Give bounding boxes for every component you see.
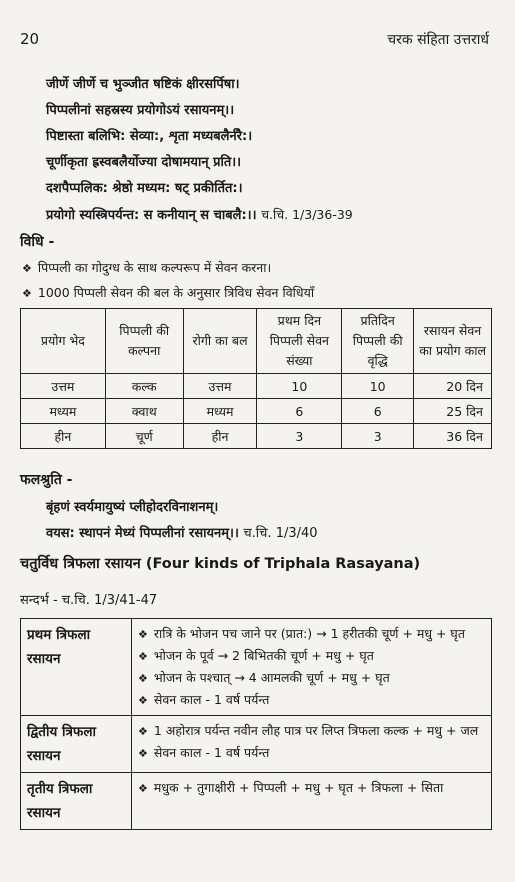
vidhi-bullet [22, 259, 271, 276]
verse-reference: च.चि. 1/3/36-39 [261, 207, 353, 222]
diamond-bullet-icon: ❖ [138, 628, 148, 641]
list-item-text: भोजन के पश्चात् → 4 आमलकी चूर्ण + मधु + घृत [153, 670, 390, 685]
table-cell: हीन [21, 424, 106, 449]
list-item [138, 623, 485, 645]
rasayana-content [132, 773, 492, 830]
list-item-text: मधुक + तुगाक्षीरी + पिप्पली + मधु + घृत + त्रिफला + सिता [153, 780, 444, 795]
column-header: प्रतिदिन पिप्पली की वृद्धि [342, 309, 414, 374]
column-header: रसायन सेवन का प्रयोग काल [414, 309, 492, 374]
diamond-bullet-icon: ❖ [138, 725, 148, 738]
table-row [21, 619, 492, 716]
table-cell: उत्तम [183, 374, 257, 399]
list-item-text: सेवन काल - 1 वर्ष पर्यन्त [153, 692, 270, 707]
pippali-dosage-table [20, 308, 492, 449]
table-header-row [21, 309, 492, 374]
list-item [138, 742, 485, 764]
list-item [138, 667, 485, 689]
verse-line: जीर्णे जीर्णे च भुञ्जीत षष्टिकं क्षीरसर्पिषा। [46, 77, 240, 92]
table-row [21, 399, 492, 424]
list-item [138, 645, 485, 667]
rasayana-label: तृतीय त्रिफला रसायन [21, 773, 132, 830]
table-cell: 36 दिन [414, 424, 492, 449]
verse-line: पिष्टास्ता बलिभि: सेव्या:, शृता मध्यबलैर्नरै:। [46, 129, 253, 144]
phalashruti-text: वयस: स्थापनं मेध्यं पिप्पलीनां रसायनम्।। [46, 526, 239, 541]
table-cell: मध्यम [183, 399, 257, 424]
vidhi-bullet [22, 284, 314, 301]
list-item-text: 1 अहोरात्र पर्यन्त नवीन लौह पात्र पर लिप्त त्रिफला कल्क + मधु + जल [153, 723, 479, 738]
rasayana-label: द्वितीय त्रिफला रसायन [21, 716, 132, 773]
verse-line: चूर्णीकृता ह्रस्वबलैर्योज्या दोषामयान् प्रति।। [46, 155, 242, 170]
diamond-bullet-icon: ❖ [138, 650, 148, 663]
column-header: प्रथम दिन पिप्पली सेवन संख्या [257, 309, 342, 374]
table-cell: 10 [342, 374, 414, 399]
diamond-bullet-icon: ❖ [138, 782, 148, 795]
running-header: चरक संहिता उत्तरार्ध [387, 32, 489, 48]
column-header: पिप्पली की कल्पना [105, 309, 183, 374]
table-cell: 25 दिन [414, 399, 492, 424]
verse-line: दशपैप्पलिक: श्रेष्ठो मध्यम: षट् प्रकीर्तित:। [46, 181, 243, 196]
table-cell: 10 [257, 374, 342, 399]
table-cell: चूर्ण [105, 424, 183, 449]
phalashruti-reference: च.चि. 1/3/40 [243, 526, 318, 541]
triphala-heading: चतुर्विध त्रिफला रसायन (Four kinds of Triphala Rasayana) [20, 556, 421, 572]
vidhi-heading: विधि - [20, 234, 55, 250]
vidhi-bullet-text: 1000 पिप्पली सेवन की बल के अनुसार त्रिविध सेवन विधियाँ [37, 285, 315, 300]
phalashruti-line: बृंहणं स्वर्यमायुष्यं प्लीहोदरविनाशनम्। [46, 500, 219, 515]
table-cell: 20 दिन [414, 374, 492, 399]
verse-line [46, 202, 353, 228]
list-item-text: भोजन के पूर्व → 2 बिभितकी चूर्ण + मधु + घृत [153, 648, 374, 663]
list-item [138, 689, 485, 711]
phalashruti-line [46, 523, 318, 541]
list-item-text: रात्रि के भोजन पच जाने पर (प्रात:) → 1 हरीतकी चूर्ण + मधु + घृत [153, 626, 465, 641]
diamond-bullet-icon: ❖ [138, 694, 148, 707]
list-item [138, 777, 485, 799]
column-header: प्रयोग भेद [21, 309, 106, 374]
verse-block [46, 72, 353, 228]
vidhi-bullet-text: पिप्पली का गोदुग्ध के साथ कल्परूप में सेवन करना। [37, 260, 272, 275]
rasayana-label: प्रथम त्रिफला रसायन [21, 619, 132, 716]
table-cell: 3 [257, 424, 342, 449]
phalashruti-heading: फलश्रुति - [20, 472, 73, 488]
page-number: 20 [20, 30, 40, 48]
diamond-bullet-icon: ❖ [22, 287, 32, 300]
rasayana-content [132, 716, 492, 773]
table-cell: 3 [342, 424, 414, 449]
triphala-rasayana-table [20, 618, 492, 830]
table-cell: उत्तम [21, 374, 106, 399]
triphala-reference: सन्दर्भ - च.चि. 1/3/41-47 [20, 593, 158, 608]
table-row [21, 374, 492, 399]
table-cell: क्वाथ [105, 399, 183, 424]
list-item [138, 720, 485, 742]
table-row [21, 424, 492, 449]
table-cell: 6 [342, 399, 414, 424]
table-cell: हीन [183, 424, 257, 449]
table-cell: 6 [257, 399, 342, 424]
verse-text: प्रयोगो स्यस्त्रिपर्यन्त: स कनीयान् स चाबलै:।। [46, 208, 257, 223]
column-header: रोगी का बल [183, 309, 257, 374]
table-row [21, 716, 492, 773]
table-cell: कल्क [105, 374, 183, 399]
verse-line: पिप्पलीनां सहस्रस्य प्रयोगोऽयं रसायनम्।। [46, 103, 235, 118]
table-row [21, 773, 492, 830]
list-item-text: सेवन काल - 1 वर्ष पर्यन्त [153, 745, 270, 760]
diamond-bullet-icon: ❖ [138, 672, 148, 685]
diamond-bullet-icon: ❖ [138, 747, 148, 760]
table-cell: मध्यम [21, 399, 106, 424]
rasayana-content [132, 619, 492, 716]
diamond-bullet-icon: ❖ [22, 262, 32, 275]
